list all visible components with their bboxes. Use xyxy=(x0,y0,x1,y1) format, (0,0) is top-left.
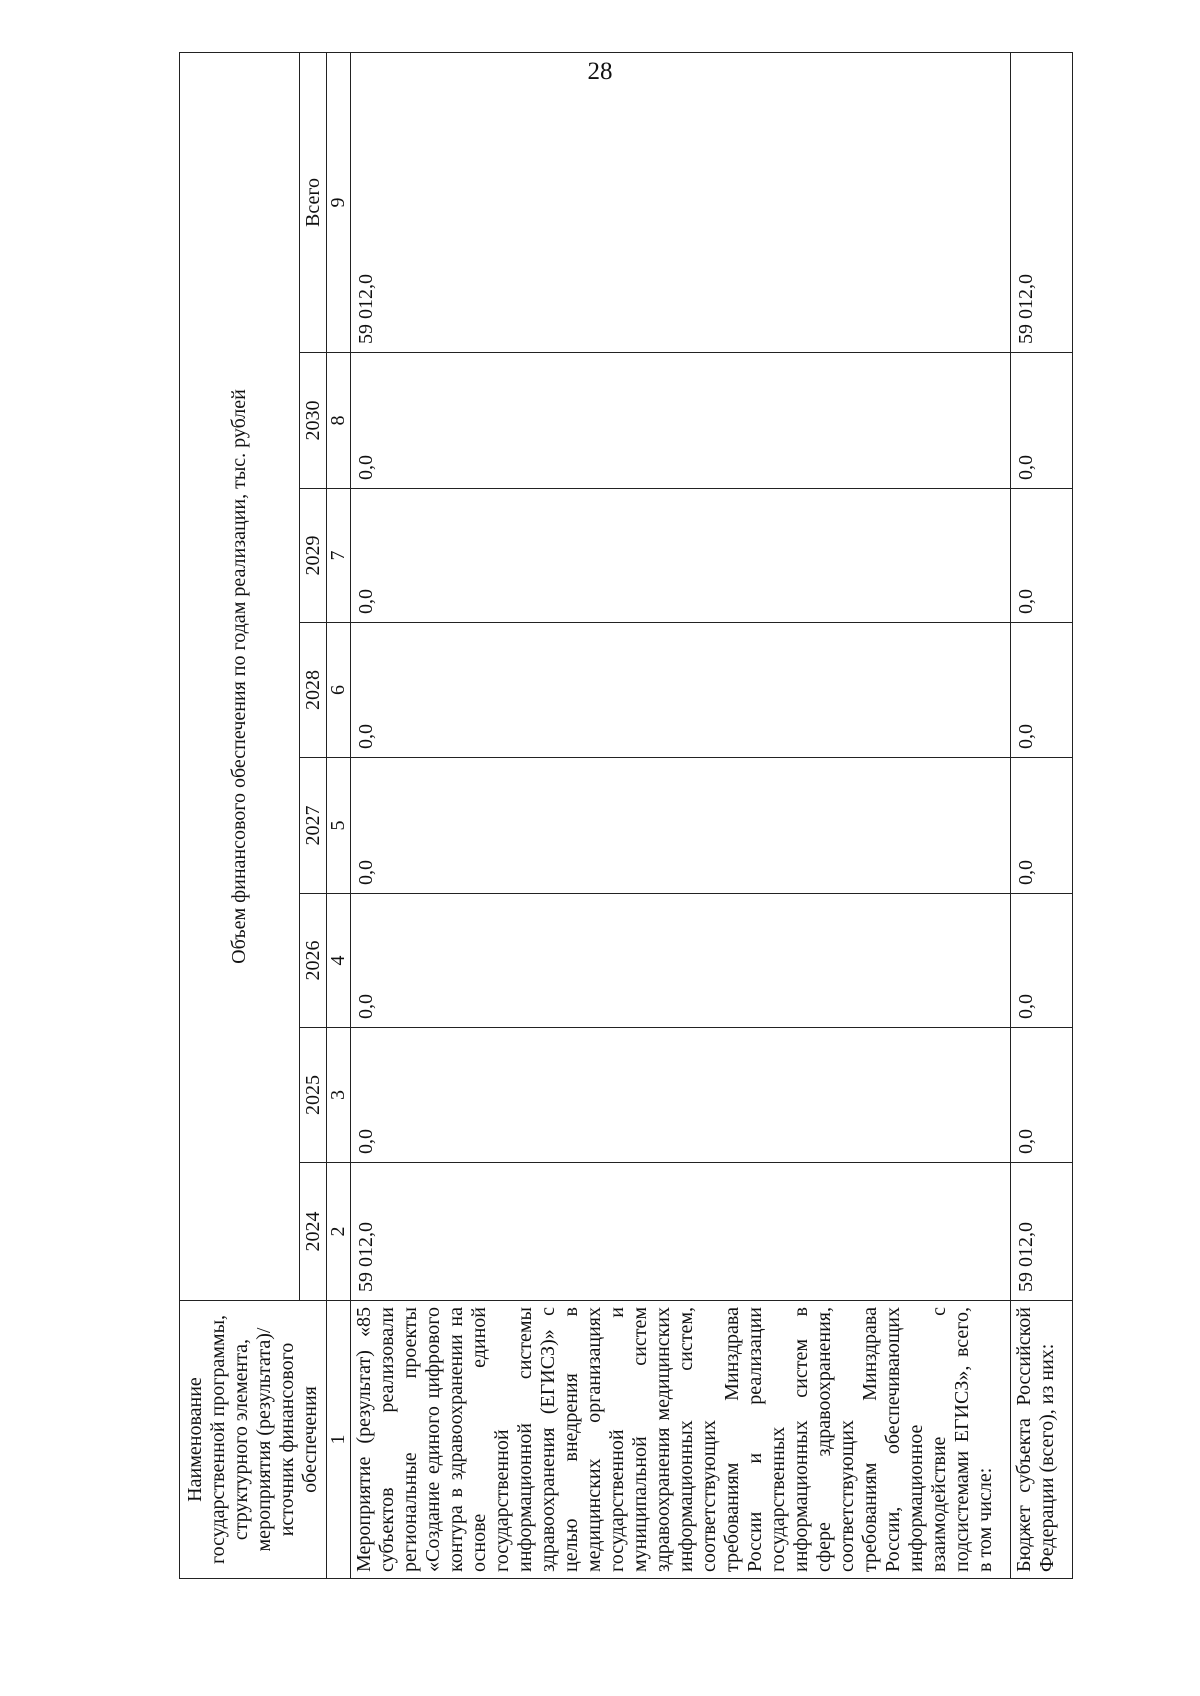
total-value-cell: 59 012,0 xyxy=(1011,52,1073,352)
total-value-cell: 59 012,0 xyxy=(351,52,1011,352)
value-cell: 0,0 xyxy=(1011,758,1073,894)
value-cell: 0,0 xyxy=(351,353,1011,489)
year-cell: 2030 xyxy=(300,353,327,489)
table-row xyxy=(351,52,1011,1578)
column-number: 4 xyxy=(327,894,351,1028)
column-number: 3 xyxy=(327,1028,351,1163)
column-number: 6 xyxy=(327,623,351,758)
header-row xyxy=(180,52,300,1578)
row-name-cell: Бюджет субъекта Российской Федерации (всего), из них: xyxy=(1011,1301,1073,1579)
year-cell: 2028 xyxy=(300,623,327,758)
value-cell: 0,0 xyxy=(1011,1028,1073,1163)
value-cell: 0,0 xyxy=(351,489,1011,623)
financing-table xyxy=(179,52,1073,1579)
column-number: 8 xyxy=(327,353,351,489)
column-number: 2 xyxy=(327,1163,351,1301)
header-volume-cell: Объем финансового обеспечения по годам реализации, тыс. рублей xyxy=(180,52,300,1300)
value-cell: 59 012,0 xyxy=(1011,1163,1073,1301)
column-number: 1 xyxy=(327,1301,351,1579)
year-cell: 2029 xyxy=(300,489,327,623)
page-number: 28 xyxy=(587,58,613,85)
row-name-cell: Мероприятие (результат) «85 субъектов реализовали региональные проекты «Создание единого цифрового контура в здравоохранении на основе единой государственной информационной системы здравоохранения (ЕГИСЗ)» с целью внедрения в медицинских организациях государственной и муниципальной систем здравоохранения медицинских информационных систем, соответствующих требованиям Минздрава России и реализации государственных информационных систем в сфере здравоохранения, соответствующих требованиям Минздрава России, обеспечивающих информационное взаимодействие с подсистемами ЕГИСЗ», всего, в том числе: xyxy=(351,1301,1011,1579)
value-cell: 0,0 xyxy=(1011,623,1073,758)
column-number: 9 xyxy=(327,52,351,352)
value-cell: 59 012,0 xyxy=(351,1163,1011,1301)
year-cell: 2025 xyxy=(300,1028,327,1163)
value-cell: 0,0 xyxy=(351,1028,1011,1163)
column-number: 5 xyxy=(327,758,351,894)
rotated-table-container xyxy=(179,123,1058,1579)
column-number-row xyxy=(327,52,351,1578)
value-cell: 0,0 xyxy=(351,758,1011,894)
value-cell: 0,0 xyxy=(1011,894,1073,1028)
value-cell: 0,0 xyxy=(351,894,1011,1028)
value-cell: 0,0 xyxy=(351,623,1011,758)
year-cell: 2026 xyxy=(300,894,327,1028)
column-number: 7 xyxy=(327,489,351,623)
value-cell: 0,0 xyxy=(1011,489,1073,623)
total-header-cell: Всего xyxy=(300,52,327,352)
value-cell: 0,0 xyxy=(1011,353,1073,489)
year-cell: 2027 xyxy=(300,758,327,894)
table-row xyxy=(1011,52,1073,1578)
header-name-cell: Наименование государственной программы, структурного элемента, мероприятия (результата)/источник финансового обеспечения xyxy=(180,1301,327,1579)
year-cell: 2024 xyxy=(300,1163,327,1301)
